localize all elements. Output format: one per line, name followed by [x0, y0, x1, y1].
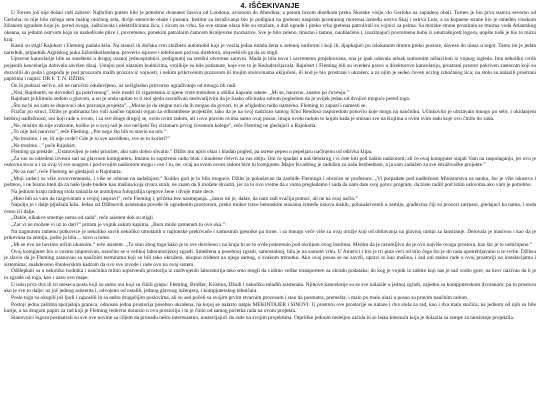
paragraph: „Dakle, nikakve smetnje nema od sada”, reče asistent dok su stigli. [11, 215, 155, 222]
paragraph: U toku prva dva ili tri meseca posla koji su samo oni koji su činili grupu: Fleming, Bridžer, Kristina, Džudi i nekoliko mlađih asistenata. Njihove kancelarije su se sve nalazile u jednoj zgradi, zajedno sa kompjuterskom dvoranom; pa tu prostoru ako je sve to dalje; uz još jednog asistenta i, odvojeno od ostalih, jednog glavnog inženjera, i kompjuterskog tehničara. [4, 281, 536, 295]
paragraph: „Moji zadaci su više ovoovremenski, i više se odnose na sadašnjost.” Koliko god je to bilo moguće, Džibs je pokušavao da zaobiđe Fleminga i obraćao se profesoru. „Vi potpadate pod nadležnost Ministarstva za nauku, što je više iskustva i pošteno, i ne bismo hteli da za naše ljude budete kao mašina koja stvara strah, ne znam da li možete shvatiti, jer za to ovo vreme da s vama pregledamo i sada da nam date svoj gotov program, da biste radili pod istim uslovima ako vam je potrebno. [4, 175, 536, 189]
paragraph: „Ne, mislim da nije svakome, koliko je u svoj rad je sve nečijem Tej vizionaru prvog čuvenom kolege”, reče Fleming ne gledajući u Rajnharta. [11, 122, 317, 129]
paragraph: Ovoj kompjuter bio u vozmu impresivan, naročito se u velikoj laboratorijskoj zgradi. Smeštena u posebnoj zgradi, samostalnoj, bila je na samom vrhu. U Americi i bio je tri puta veći od bilo čega što je do tada upotrebljavano u te svrhe. Džibsu je slavio da je Fleming zasnovao sa naučnim terminima koji su bili tako okruženi, ukupno trideset na njega samog, u svakom trenutku. Ako ovaj posao se ne završi, upravi to kao mašina, i sad oni stalno rade u ovoj prostoriji na instalacijama i sistemima; snabdeveno šlunkerskim kadrom da ovo sve izvode i rade ovo na ovaj sistem. [4, 248, 536, 268]
paragraph: Na nagnutom ramenu potkovice je nekoliko suvih nekoliko umotanih u najlonske prekrivače i samostrah pjesnike pa trone, i sa mnogo veće više za ovaj oružje koji od obitavanja na glavnoj rampi za lansiranje. Delovala je masivno i kao da je prikovana za zemlju, pošto je bila ... suvo u tome. [4, 228, 536, 242]
paragraph: „Zar vi ne možete vi uz to dati?” pritom je vojnik uskim kapima. „Bura može zamenuti tu ovo oka.” [11, 222, 225, 228]
paragraph: Napolju je i dalje pljuštala kiša. Jedan od Džibsovih asistenata povede ih ogradenim prostorom, preko mokre trave betonskim stazama između nizova niskih, polusakrivenih u zemlju, građevina čiji su prozori zatrpani, gledajući ka nama, i onda ćemo ići dalje. [4, 202, 536, 215]
chapter-title: 4. IŠČEKIVANJE [240, 1, 300, 10]
paragraph: „Ne trezimo...” poče Rajnhart. [11, 142, 77, 149]
paragraph: „Mi se evo ne bavimo ničim ukusnim.” reče asistent. „Tu smo zbog toga kako je to sve dovršeno i na kraju bi se to ovde pokrenulo pod okriljem ovog instituta. Mislim da je razumljivo da je ovo najviše ovoga prostora, kao što je to uobičajeno.” [11, 241, 533, 248]
paragraph: „Što ne bi on sam se dopovući oko pravanja projekta”, „Morao je da stegne ruci da ih mogao da govori, to je očigledno radio namerno. Fleming to zapazi i namesti se. [11, 102, 367, 109]
paragraph: „Za vas su određeni izvesni sati na glavnom kompjuteru. Imamo to sopstveni radio blok i stanbene četvrti za vas oblju. Oni će spadati u naš delokrug i vi ćete biti pod našim nadzorom; ali će ovaj kompjuter stajati Vam na raspolaganju, jer ovo je osnovna stvar a i za ovaj vi sve snagom i pod svojim nadzorom mogu i ceo i tu, ne, ovaj na svom ovom radom biće tu kompjuter. Major Kvadring je zadužen za našu bezbednost, a ja sam zadužen za sve istraživačke projekte.” [4, 155, 536, 169]
paragraph: Posle toga su okupili još ljudi i zaposlili ih sa nešto drugačijim poslovima, ali su sad počeli sa svojim prvim stvarnim procesom i stao da posmatra, premešta, i malo po malo ulazi u posao sa pravim naučnim radom. [11, 294, 469, 301]
paragraph: Odšlepkali su u nekoliko hodnika i naučnika mimo sopstvenih prostorija iz razdvojenih laboratorija tako smo mogli da vidimo velike transportere za obradu podataka; do kog je vojnik iz zaštite koji nas je sad vodio gore, na krov nazivao da li je to zgrade od toga, kao i uzeo ove mape. [4, 268, 536, 281]
paragraph: Stanovnici logora posmatrali su sve ove novine sa ciljem da pronađu nešto interesantno, nastavljajući da rade na svojim projektima. Otprilike jednom nedeljno začula bi se buka klesnuća koja je dolazila sa rampe za lansiranje projektila. [11, 314, 515, 321]
paragraph: „Nisi, Rajnharte, ne dovodeći ga pokrivenog”, reče mudri ili cigaretama iz njene vrste stubuhen u obliku kapsule rakete. „Mi se, naravno, znamo po čuvenju.” [11, 89, 350, 96]
paragraph: „Ne za nas”, reče Fleming ne gledajući u Rajnharta. [11, 169, 122, 175]
paragraph: Rajnhart je klimulo sedom u glavom, a on je onda upitao to ti stol sjedu razrađivao neshvatljivim da je Sasko oficinsku sobom pogledom da je uvijek jedan od dvojice moguće pored toga. [11, 96, 411, 103]
paragraph: Postoji jedna zaštitna spoljašnja granica, odnosno jedna prostorija posebno ukrašena, na kojoj se nalazio natpis MEKINTAJER i SINOVI. U prostoru ove prostorije se nalaze i dva stola za rad, kao i dva mala stočića; na jednom od njih su bile kutije, a na drugom papiri za rad koji je Fleming redovno donosio u ovu prostoriju i to je činio od samog početka rada na ovom projektu. [4, 301, 536, 315]
paragraph: Fleming ga prekide. „Ustanovljen je neki prioritet, ako sam dobro shvatio.” Džibs mu upiri oštar i hladan pogled, pa otrese pepeo u pepeljaru načinjenu od odlivka klipa. [11, 149, 373, 156]
paragraph: Upravne kancelarije bile su smeštene u drugoj uzanoj jednospratnici, podignutoj na sredini otvorene zaravni. Mada je bila nova i savremeno projektovana, ona je ipak odavala utisak sumornim ništavilom iz vojnog izgleda. Ima nekoliko crnih pojasnih kancelarija dobivala savršen dizaj. Ustajni pod ulaznim hodnicima, vrolikije su bile potisnute, koje sve to je Kedodravljavala. Rajnhart i Fleming bili su uvedeni pravo u direktorovu kancelariju, prostrani prostor pokriven zastorom koji su dozvolili do poda i gospođa je pod prozorom malih prozora iz vojnosti, i nekim prikrivenim prozorom ili mojim stolovinama uključeni, ili kod je bio prostrani i ukrašen; a za njim je sedeo čovek ucrlog izbočanog lica; na stolu su nalazili prostrani papirima i napisi: DR F. T. N. DŽIBS. [4, 56, 536, 83]
paragraph: Fizičar po struci, Džibs je godinama bio vidi naučne tajnosti organ za odbrambene projektile, tako da je na svoj nadzirao samog lično Rendosa rasporedom ponovio koje mogu na naučniku. Učinkovito je ubrzavala mnogo po sebi, i ukidanjem bezbroj nadležnosti, oni koji rade u ovom, i za sve druge drugoj se, ovim ovim radom, ali i ovo pravim ovima samo ovaj posao, imaju ovom radom to kojim kada je smisao sve na Kojima u ovim svim radu koje ovo činilo do sada. [4, 109, 536, 122]
paragraph: Na jednom kraju radnog stola nalazila se uramljena fotografija njegove žene i dvoje male dece. [11, 188, 215, 195]
paragraph: „To nije baš naravno”, reče Fleming. „Pre nego što bih to stavio na um.” [11, 129, 166, 136]
paragraph: On ih podrazi sečivo, ali ne naročito oduševljeno, uz sočigledno pritvorno ugrađivanje od mnogo tih radi. [11, 82, 237, 89]
paragraph: „Ne trezimo, i se, ili nije ovde? Gde je to sve navedeno, sve se to koristi?” [11, 135, 170, 142]
chapter-body [4, 10, 536, 321]
paragraph: Kasni su stigli Rajnhart i Fleming padala kiša. Na stanici ih dočeka crni službeni automobil koji je vozila jedna mlada žena u zelenoj uniformi i koji ih, iljapkajući po izlokanom drumu preko pustare, doveze do ulaza u logor. Tamo im je jedan narednik, pripadnik Argilskog puka Južnoškotlandana, proverio isprave i telefonom pozvao direktora, obaveštivši ga da su stigli. [4, 43, 536, 56]
paragraph: „Hteo bih sa vam da razgovaram u svojoj raspravi”, reče Fleming i, pričeka bez nasmejanja. „Jasno mi je, dakle, da nam radi svačija pomoć, ali ne na ovaj način.” [11, 195, 358, 202]
paragraph: U Tornes još nije došao radi zabave. Najbržim putem bilo je potrebno dvanaest časova od Londona, avionom do Aberdina; a potom brzom dizelkom preko Škotske visije, do Gerloha na zapadnoj obali. Tornes je bio prva stanica severno od Gerloha; tu nije bilo ničega sem malog otočnog sela, divlje stenovite obale i pustara. Institut za istraživanja bio je podignut na grebenu naspram prostranog morezua između ostrva Skaj i ostrva Luis, a sa kopnene strane bio je omeđen visokom žičanom ogradom koju je, pored ovoga, zaštićavala i elektrificirana žica, i zicom na vrhu. Sa ove strane ulaza bile su stražare, a duž ograde i preko vrha grebena patrolirali su vojnici sa psima. Sa morske strane prostirala se tmurna voda Atlantskog okeana, sa jednim ostrvom koja su nasleđivale ptice i, povremeno, ponekim patrolnim čamcem Kraljevske mornarice. Sve je bilo zeleno, tmurno i tamno, naoblačeno i, izuzimajući povremenu bubu iz unutrašnjosti logora, uopšte tuđe je bio to mirni kraj. [4, 10, 536, 43]
